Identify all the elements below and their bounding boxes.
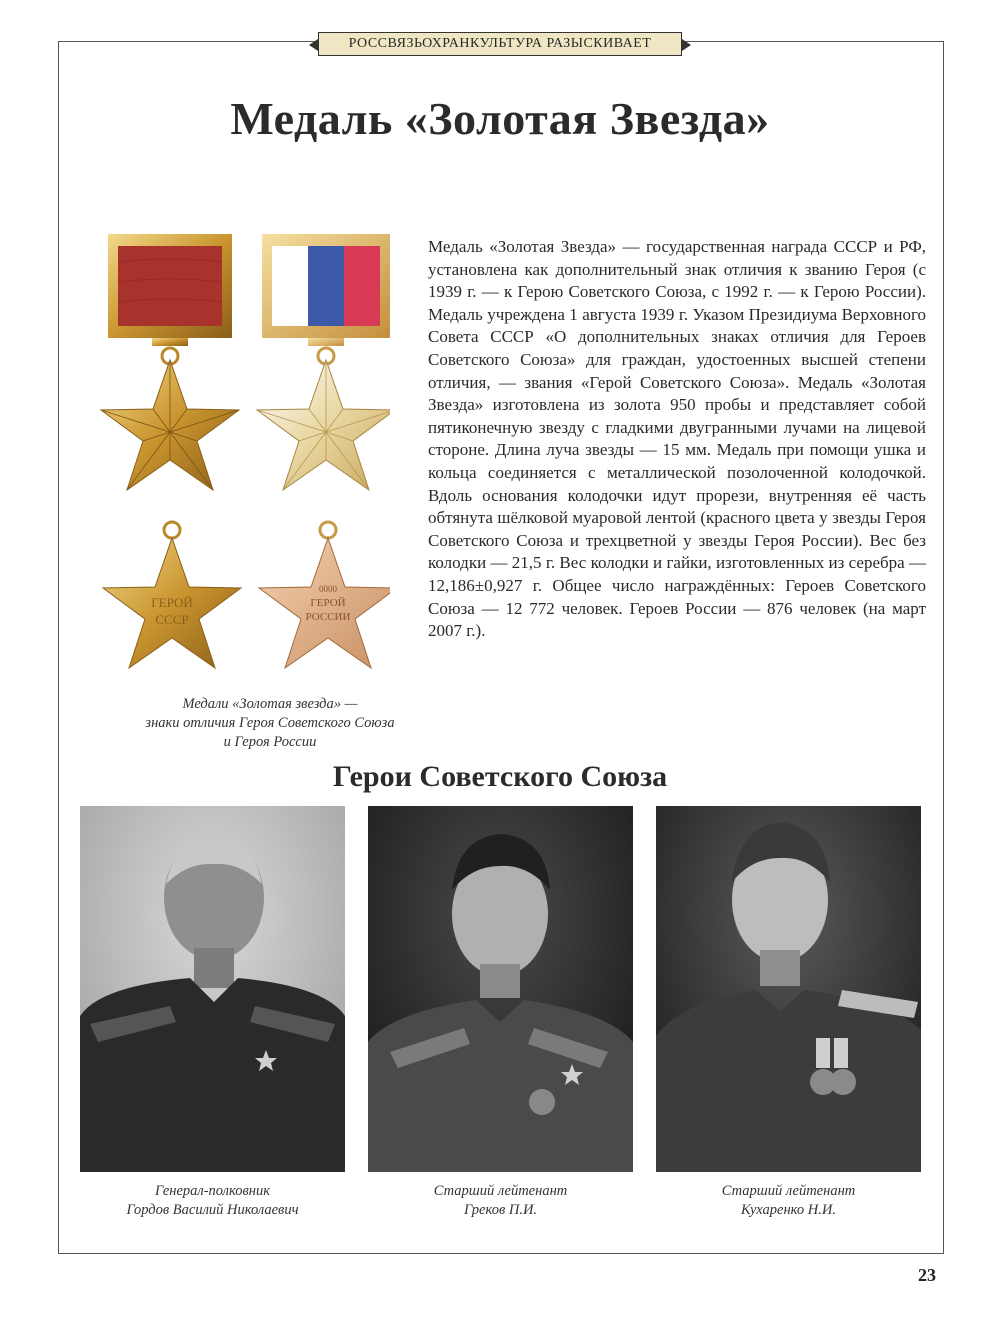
ussr-star-obverse bbox=[101, 360, 239, 490]
section-title: Герои Советского Союза bbox=[332, 760, 668, 793]
article-body-text: Медаль «Золотая Звезда» — государственная награда СССР и РФ, установлена как дополнительный знак отличия к званию Героя (с 1939 г. — к Герою Советского Союза, с 1992 г. — к Герою России). Медаль учреждена 1 августа 1939 г. Указом Президиума Верховного Совета СССР «О дополнительных знаках отличия для Героев Советского Союза» для граждан, удостоенных высшей степени отличия, — звания «Герой Советского Союза». Медаль «Золотая Звезда» изготовлена из золота 950 пробы и представляет собой пятиконечную звезду с гладкими двугранными лучами на лицевой стороне. Длина луча звезды — 15 мм. Медаль при помощи ушка и кольца соединяется с металлической позолоченной колодочкой. Вдоль основания колодочки идут прорези, внутренняя её часть обтянута шёлковой муаровой лентой (красного цвета у звезды Героя Советского Союза и трехцветной у звезды Героя России). Вес без колодки — 21,5 г. Вес колодки и гайки, изготовленных из серебра — 12,186±0,927 г. Общее число награждённых: Героев Советского Союза — 12 772 человек. Героев России — 876 человек (на март 2007 г.). bbox=[428, 237, 926, 641]
medals-caption bbox=[140, 695, 400, 752]
russia-ribbon-bar bbox=[262, 234, 390, 346]
russia-star-obverse bbox=[257, 360, 390, 490]
hero-name: Кухаренко Н.И. bbox=[741, 1202, 836, 1218]
russia-reverse-line2: РОССИИ bbox=[305, 611, 351, 623]
page-title: Медаль «Золотая Звезда» bbox=[230, 93, 770, 144]
russia-reverse-line1: ГЕРОЙ bbox=[310, 597, 346, 609]
hero-caption-1 bbox=[80, 1182, 345, 1220]
hero-rank: Старший лейтенант bbox=[433, 1183, 568, 1199]
medals-caption-line: и Героя России bbox=[223, 734, 317, 750]
section-header-label: РОССВЯЗЬОХРАНКУЛЬТУРА РАЗЫСКИВАЕТ bbox=[348, 36, 652, 51]
ussr-ribbon-bar bbox=[108, 234, 232, 346]
hero-caption-2 bbox=[368, 1182, 633, 1220]
hero-name: Греков П.И. bbox=[463, 1202, 538, 1218]
hero-portrait-1 bbox=[80, 806, 345, 1172]
russia-reverse-numerals: 0000 bbox=[319, 584, 337, 594]
ussr-reverse-line2: СССР bbox=[155, 612, 189, 627]
hero-rank: Генерал-полковник bbox=[155, 1183, 270, 1199]
medals-illustration bbox=[90, 232, 390, 692]
medals-image bbox=[90, 232, 390, 692]
hero-portrait-3 bbox=[656, 806, 921, 1172]
page-number: 23 bbox=[918, 1265, 936, 1285]
hero-rank: Старший лейтенант bbox=[721, 1183, 856, 1199]
section-header-tab bbox=[318, 32, 682, 56]
hero-caption-3 bbox=[656, 1182, 921, 1220]
hero-name: Гордов Василий Николаевич bbox=[126, 1202, 299, 1218]
medals-caption-line: Медали «Золотая звезда» — bbox=[182, 696, 358, 712]
hero-portrait-2 bbox=[368, 806, 633, 1172]
medals-caption-line: знаки отличия Героя Советского Союза bbox=[145, 715, 395, 731]
ussr-reverse-line1: ГЕРОЙ bbox=[151, 595, 193, 610]
